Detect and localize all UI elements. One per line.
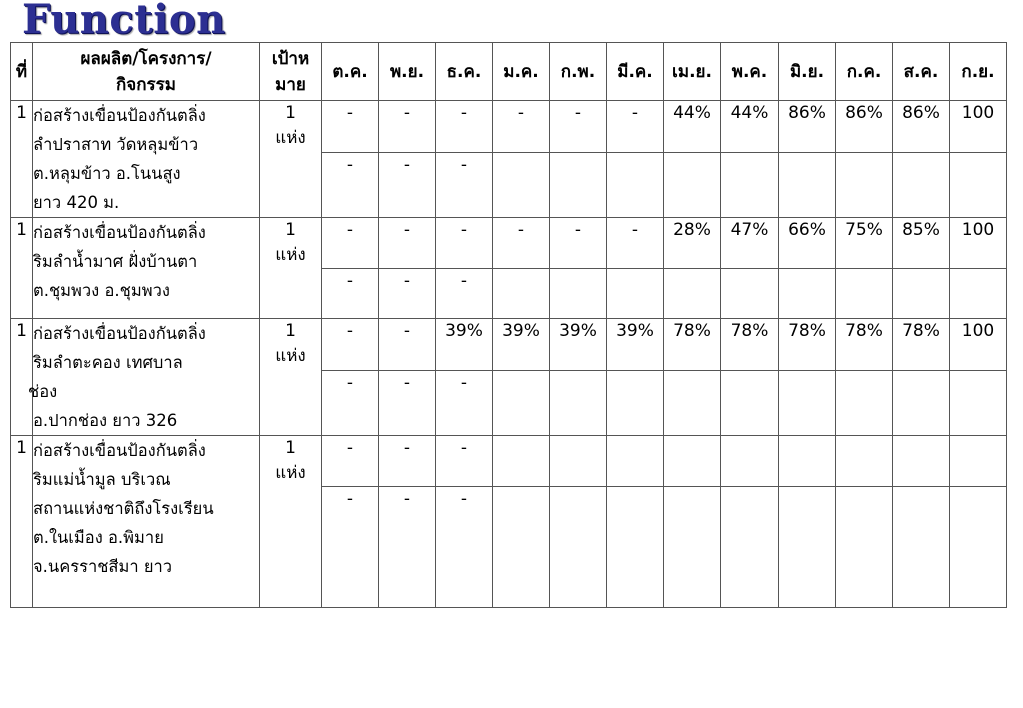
- project-line: ช่อง: [28, 382, 58, 401]
- result-cell: [721, 269, 779, 319]
- project-line: ก่อสร้างเขื่อนป้องกันตลิ่ง: [33, 106, 206, 125]
- header-project: ผลผลิต/โครงการ/ กิจกรรม: [33, 43, 260, 101]
- result-cell: [950, 269, 1007, 319]
- plan-cell: 28%: [664, 218, 721, 269]
- header-month-apr: เม.ย.: [664, 43, 721, 101]
- plan-cell: 86%: [836, 101, 893, 153]
- header-month-sep: ก.ย.: [950, 43, 1007, 101]
- project-line: ก่อสร้างเขื่อนป้องกันตลิ่ง: [33, 324, 206, 343]
- plan-cell: [550, 436, 607, 487]
- result-cell: -: [436, 370, 493, 435]
- plan-cell: 85%: [893, 218, 950, 269]
- header-month-mar: มี.ค.: [607, 43, 664, 101]
- project-line: ริมลำน้ำมาศ ฝั่งบ้านตา: [33, 252, 198, 271]
- result-cell: [836, 370, 893, 435]
- project-line: ริมลำตะคอง เทศบาล: [33, 353, 183, 372]
- project-target: 1 แห่ง: [260, 218, 322, 319]
- plan-cell: -: [322, 218, 379, 269]
- plan-cell: 78%: [721, 319, 779, 371]
- plan-cell: [779, 436, 836, 487]
- result-cell: [779, 487, 836, 608]
- plan-cell: [493, 436, 550, 487]
- header-month-aug: ส.ค.: [893, 43, 950, 101]
- result-cell: [550, 269, 607, 319]
- plan-cell: -: [436, 436, 493, 487]
- project-line: ยาว 420 ม.: [33, 193, 120, 212]
- project-line: สถานแห่งชาติถึงโรงเรียน: [33, 499, 214, 518]
- plan-row: [11, 319, 1007, 371]
- plan-cell: -: [322, 101, 379, 153]
- plan-cell: [893, 436, 950, 487]
- result-cell: [779, 269, 836, 319]
- plan-cell: 39%: [493, 319, 550, 371]
- result-cell: [493, 152, 550, 217]
- plan-cell: 39%: [607, 319, 664, 371]
- result-cell: [664, 152, 721, 217]
- plan-cell: -: [607, 101, 664, 153]
- plan-cell: -: [436, 101, 493, 153]
- result-cell: [664, 370, 721, 435]
- result-cell: [607, 152, 664, 217]
- plan-cell: -: [607, 218, 664, 269]
- row-number: 1: [11, 101, 33, 218]
- result-cell: [893, 487, 950, 608]
- project-line: ต.ชุมพวง อ.ชุมพวง: [33, 281, 170, 300]
- result-cell: -: [436, 152, 493, 217]
- result-cell: [836, 152, 893, 217]
- plan-cell: -: [493, 218, 550, 269]
- plan-cell: 78%: [893, 319, 950, 371]
- project-description: [28, 319, 260, 436]
- result-cell: -: [322, 152, 379, 217]
- result-cell: -: [322, 487, 379, 608]
- project-target: 1 แห่ง: [260, 319, 322, 436]
- header-month-jan: ม.ค.: [493, 43, 550, 101]
- plan-cell: 78%: [664, 319, 721, 371]
- result-cell: -: [379, 269, 436, 319]
- header-month-nov: พ.ย.: [379, 43, 436, 101]
- result-cell: [550, 370, 607, 435]
- result-cell: [893, 269, 950, 319]
- plan-cell: [664, 436, 721, 487]
- plan-row: [11, 436, 1007, 487]
- plan-cell: -: [322, 436, 379, 487]
- project-target: 1 แห่ง: [260, 101, 322, 218]
- result-cell: [664, 487, 721, 608]
- plan-cell: -: [379, 218, 436, 269]
- slide-title: Function: [22, 0, 226, 43]
- header-month-jun: มิ.ย.: [779, 43, 836, 101]
- project-target: 1 แห่ง: [260, 436, 322, 608]
- plan-cell: -: [550, 218, 607, 269]
- header-month-jul: ก.ค.: [836, 43, 893, 101]
- result-cell: [493, 370, 550, 435]
- plan-cell: [836, 436, 893, 487]
- result-cell: -: [322, 370, 379, 435]
- result-cell: -: [379, 487, 436, 608]
- plan-cell: [607, 436, 664, 487]
- result-cell: [664, 269, 721, 319]
- plan-cell: -: [379, 101, 436, 153]
- plan-cell: 39%: [436, 319, 493, 371]
- project-line: ต.ในเมือง อ.พิมาย: [33, 528, 164, 547]
- plan-cell: 44%: [721, 101, 779, 153]
- result-cell: [607, 269, 664, 319]
- plan-cell: 78%: [779, 319, 836, 371]
- project-line: ต.หลุมข้าว อ.โนนสูง: [33, 164, 181, 183]
- plan-cell: 66%: [779, 218, 836, 269]
- result-cell: [950, 370, 1007, 435]
- row-number: 1: [11, 319, 33, 436]
- plan-cell: [721, 436, 779, 487]
- plan-cell: 75%: [836, 218, 893, 269]
- result-cell: -: [379, 152, 436, 217]
- project-line: ก่อสร้างเขื่อนป้องกันตลิ่ง: [33, 223, 206, 242]
- project-description: [33, 436, 260, 608]
- result-cell: [779, 152, 836, 217]
- plan-cell: [950, 436, 1007, 487]
- result-cell: [893, 152, 950, 217]
- result-cell: [493, 487, 550, 608]
- project-line: อ.ปากช่อง ยาว 326: [33, 411, 178, 430]
- result-cell: [836, 269, 893, 319]
- header-month-may: พ.ค.: [721, 43, 779, 101]
- result-cell: -: [322, 269, 379, 319]
- header-target: เป้าห มาย: [260, 43, 322, 101]
- result-cell: [950, 487, 1007, 608]
- plan-cell: 78%: [836, 319, 893, 371]
- project-line: ลำปราสาท วัดหลุมข้าว: [33, 135, 199, 154]
- plan-cell: 100: [950, 319, 1007, 371]
- result-cell: [721, 487, 779, 608]
- header-no: ที่: [11, 43, 33, 101]
- plan-cell: 47%: [721, 218, 779, 269]
- plan-cell: -: [322, 319, 379, 371]
- row-number: 1: [11, 218, 33, 319]
- plan-cell: 44%: [664, 101, 721, 153]
- result-cell: [836, 487, 893, 608]
- result-cell: -: [379, 370, 436, 435]
- plan-cell: -: [379, 319, 436, 371]
- plan-row: [11, 218, 1007, 269]
- project-line: ริมแม่น้ำมูล บริเวณ: [33, 470, 171, 489]
- header-month-dec: ธ.ค.: [436, 43, 493, 101]
- plan-cell: 86%: [893, 101, 950, 153]
- project-schedule-table: [10, 42, 1007, 608]
- plan-cell: -: [550, 101, 607, 153]
- plan-cell: 86%: [779, 101, 836, 153]
- result-cell: -: [436, 269, 493, 319]
- result-cell: [893, 370, 950, 435]
- project-description: [33, 101, 260, 218]
- plan-cell: -: [436, 218, 493, 269]
- plan-cell: 39%: [550, 319, 607, 371]
- result-cell: [779, 370, 836, 435]
- header-row: [11, 43, 1007, 101]
- result-cell: [550, 487, 607, 608]
- header-month-oct: ต.ค.: [322, 43, 379, 101]
- plan-cell: 100: [950, 101, 1007, 153]
- plan-cell: -: [379, 436, 436, 487]
- project-line: จ.นครราชสีมา ยาว: [33, 557, 173, 576]
- result-cell: [493, 269, 550, 319]
- result-cell: [607, 487, 664, 608]
- result-cell: [607, 370, 664, 435]
- project-description: [33, 218, 260, 319]
- result-cell: [950, 152, 1007, 217]
- plan-cell: 100: [950, 218, 1007, 269]
- plan-cell: -: [493, 101, 550, 153]
- plan-row: [11, 101, 1007, 153]
- result-cell: -: [436, 487, 493, 608]
- result-cell: [721, 152, 779, 217]
- row-number: 1: [11, 436, 33, 608]
- result-cell: [550, 152, 607, 217]
- header-month-feb: ก.พ.: [550, 43, 607, 101]
- project-line: ก่อสร้างเขื่อนป้องกันตลิ่ง: [33, 441, 206, 460]
- result-cell: [721, 370, 779, 435]
